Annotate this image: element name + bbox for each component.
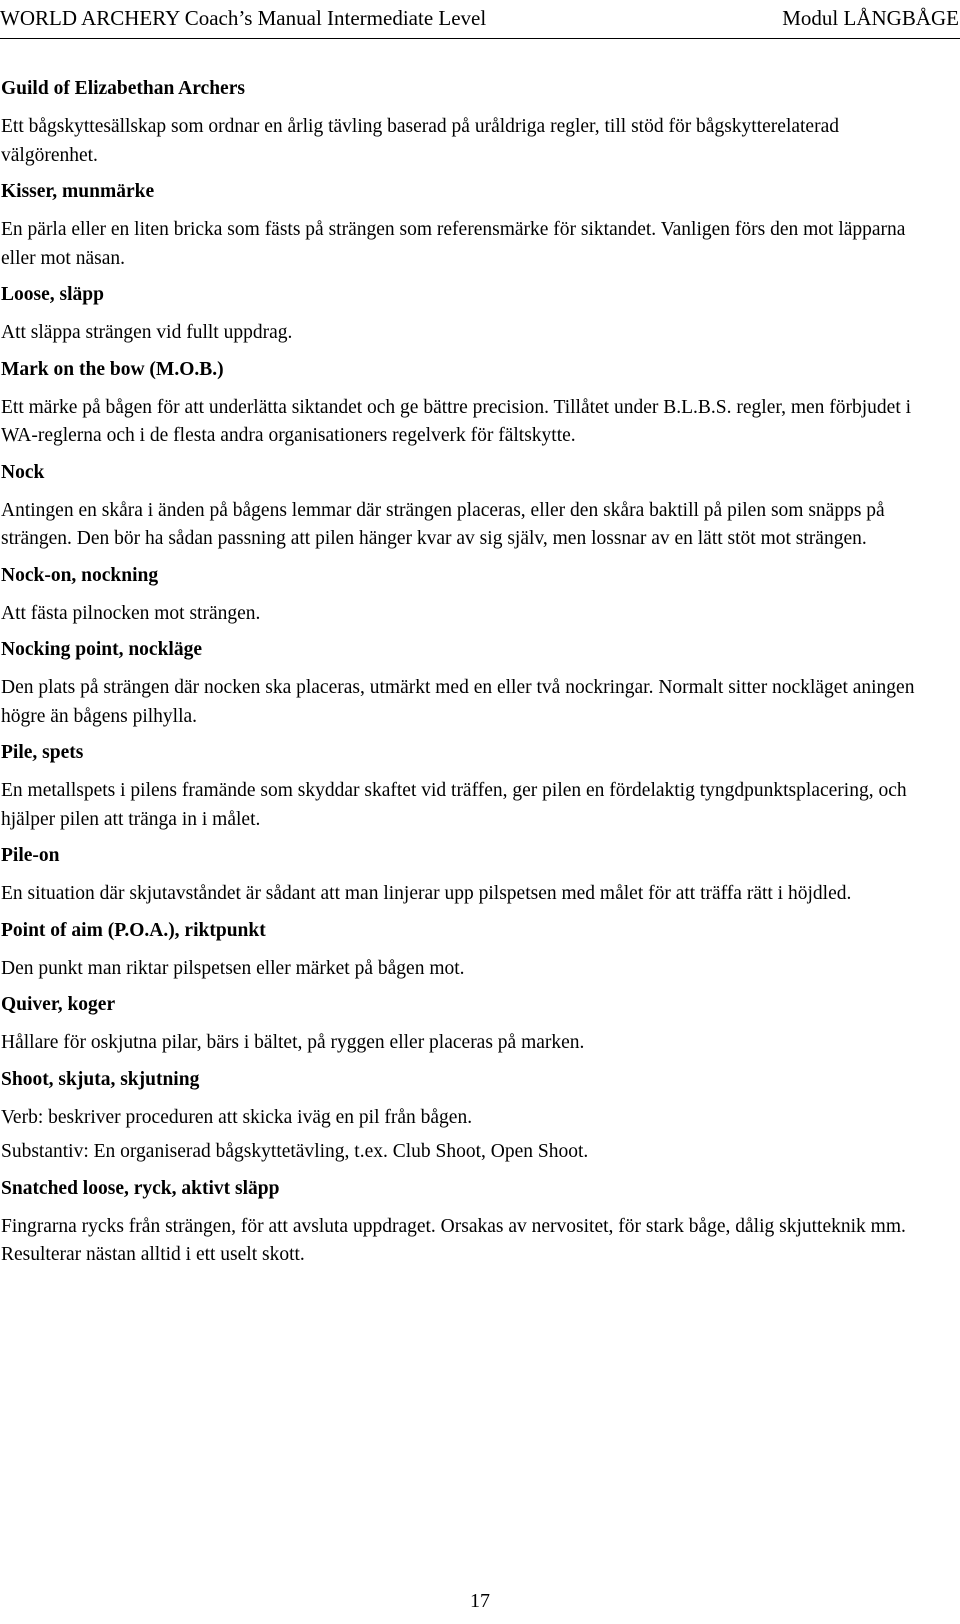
glossary-term: Nock	[1, 461, 45, 483]
glossary-term: Pile-on	[1, 845, 60, 866]
glossary-definition: Den plats på strängen där nocken ska placeras, utmärkt med en eller två nockringar. Normalt sitter nockläget aningen högre än bågens pilhylla.	[1, 677, 915, 727]
glossary-term: Quiver, koger	[1, 994, 116, 1015]
glossary-entry	[1, 636, 937, 731]
glossary-definition: Antingen en skåra i änden på bågens lemmar där strängen placeras, eller den skåra baktill på pilen som snäpps på strängen. Den bör ha sådan passning att pilen hänger kvar av sig själv, men lossnar av en lätt stöt mot strängen.	[1, 499, 885, 549]
glossary-entry	[1, 178, 937, 273]
module-title: Modul LÅNGBÅGE	[782, 6, 959, 30]
glossary-definition: Ett bågskyttesällskap som ordnar en årlig tävling baserad på uråldriga regler, till stöd för bågskytterelaterad välgörenhet.	[1, 116, 839, 166]
glossary-term: Nocking point, nockläge	[1, 639, 202, 660]
page-header	[0, 4, 960, 34]
glossary-entry	[1, 75, 937, 170]
glossary-entry	[1, 562, 937, 629]
glossary-definition: En metallspets i pilens framände som skyddar skaftet vid träffen, ger pilen en fördelaktig tyngdpunktsplacering, och hjälper pilen att tränga in i målet.	[1, 780, 907, 830]
glossary-term: Snatched loose, ryck, aktivt släpp	[1, 1177, 280, 1199]
glossary-entry	[1, 991, 937, 1058]
glossary-term: Nock-on, nockning	[1, 564, 159, 586]
glossary-term: Mark on the bow (M.O.B.)	[1, 358, 224, 380]
glossary-term: Kisser, munmärke	[1, 181, 155, 202]
glossary-term: Loose, släpp	[1, 284, 104, 305]
glossary-definition: Att släppa strängen vid fullt uppdrag.	[1, 322, 293, 343]
glossary-entry	[1, 1066, 937, 1167]
glossary-definition: En situation där skjutavståndet är sådant att man linjerar upp pilspetsen med målet för att träffa rätt i höjdled.	[1, 883, 852, 904]
glossary-entry	[1, 1175, 937, 1270]
glossary-definition: Den punkt man riktar pilspetsen eller märket på bågen mot.	[1, 957, 465, 979]
glossary-entry	[1, 281, 937, 348]
header-divider	[0, 38, 960, 39]
glossary-definition: Ett märke på bågen för att underlätta siktandet och ge bättre precision. Tillåtet under B.L.B.S. regler, men förbjudet i WA-reglerna och i de flesta andra organisationers regelverk för fältskytte.	[1, 396, 912, 446]
glossary-definition: Fingrarna rycks från strängen, för att avsluta uppdraget. Orsakas av nervositet, för stark båge, dålig skjutteknik mm. Resulterar nästan alltid i ett uselt skott.	[1, 1215, 906, 1265]
glossary-entry	[1, 842, 937, 909]
glossary-entry	[1, 459, 937, 554]
glossary-term: Point of aim (P.O.A.), riktpunkt	[1, 919, 266, 941]
glossary-entry	[1, 356, 937, 451]
glossary-definition: Verb: beskriver proceduren att skicka iväg en pil från bågen.	[1, 1106, 473, 1128]
manual-title: WORLD ARCHERY Coach’s Manual Intermediate Level	[0, 6, 487, 30]
glossary-entry	[1, 917, 937, 984]
glossary-term: Shoot, skjuta, skjutning	[1, 1068, 200, 1090]
glossary-term: Pile, spets	[1, 742, 84, 763]
glossary-entry	[1, 739, 937, 834]
glossary-definition: En pärla eller en liten bricka som fästs på strängen som referensmärke för siktandet. Vanligen förs den mot läpparna eller mot näsan.	[1, 219, 906, 269]
glossary-definition: Att fästa pilnocken mot strängen.	[1, 602, 261, 624]
page-number: 17	[470, 1590, 490, 1612]
glossary-definition: Hållare för oskjutna pilar, bärs i bältet, på ryggen eller placeras på marken.	[1, 1032, 585, 1053]
glossary-term: Guild of Elizabethan Archers	[1, 78, 245, 99]
glossary-definition: Substantiv: En organiserad bågskyttetävling, t.ex. Club Shoot, Open Shoot.	[1, 1141, 589, 1162]
glossary-list	[1, 75, 937, 1278]
